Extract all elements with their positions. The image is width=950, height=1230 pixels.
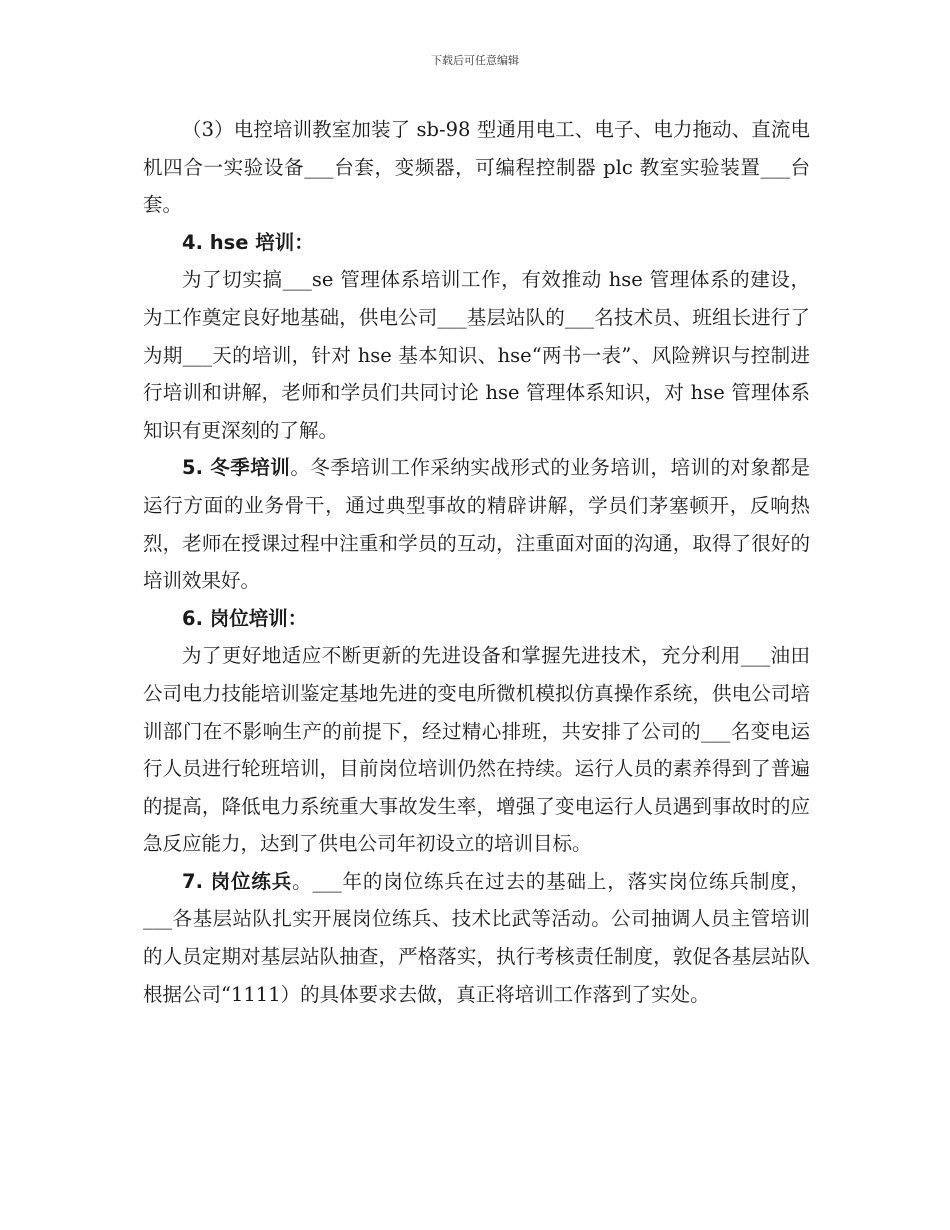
- post-drill-text: 。___年的岗位练兵在过去的基础上，落实岗位练兵制度，___各基层站队扎实开展岗位练兵、技术比武等活动。公司抽调人员主管培训的人员定期对基层站队抽查，严格落实，执行考核责任制度，敦促各基层站队根据公司“1111）的具体要求去做，真正将培训工作落到了实处。: [143, 869, 810, 1006]
- paragraph-post-drill: [143, 863, 810, 1013]
- winter-training-text: 。冬季培训工作采纳实战形式的业务培训，培训的对象都是运行方面的业务骨干，通过典型事故的精辟讲解，学员们茅塞顿开，反响热烈，老师在授课过程中注重和学员的互动，注重面对面的沟通，取得了很好的培训效果好。: [143, 456, 810, 593]
- paragraph-post-training: 为了更好地适应不断更新的先进设备和掌握先进技术，充分利用___油田公司电力技能培训鉴定基地先进的变电所微机模拟仿真操作系统，供电公司培训部门在不影响生产的前提下，经过精心排班，共安排了公司的___名变电运行人员进行轮班培训，目前岗位培训仍然在持续。运行人员的素养得到了普遍的提高，降低电力系统重大事故发生率，增强了变电运行人员遇到事故时的应急反应能力，达到了供电公司年初设立的培训目标。: [143, 644, 810, 856]
- heading-post-drill: 7. 岗位练兵: [182, 869, 293, 893]
- paragraph-equipment: （3）电控培训教室加装了 sb-98 型通用电工、电子、电力拖动、直流电机四合一实验设备___台套，变频器，可编程控制器 plc 教室实验装置___台套。: [143, 118, 810, 217]
- heading-hse-training: 4. hse 培训：: [182, 230, 314, 254]
- paragraph-hse-training: 为了切实搞___se 管理体系培训工作，有效推动 hse 管理体系的建设，为工作奠定良好地基础，供电公司___基层站队的___名技术员、班组长进行了为期___天的培训，针对 hse 基本知识、hse“两书一表”、风险辨识与控制进行培训和讲解，老师和学员们共同讨论 hse 管理体系知识，对 hse 管理体系知识有更深刻的了解。: [143, 268, 810, 442]
- heading-post-training: 6. 岗位培训：: [182, 606, 308, 630]
- page-header: 下载后可任意编辑: [431, 54, 519, 67]
- heading-winter-training: 5. 冬季培训: [182, 456, 291, 480]
- paragraph-winter-training: [143, 449, 810, 599]
- document-body: [143, 111, 810, 1013]
